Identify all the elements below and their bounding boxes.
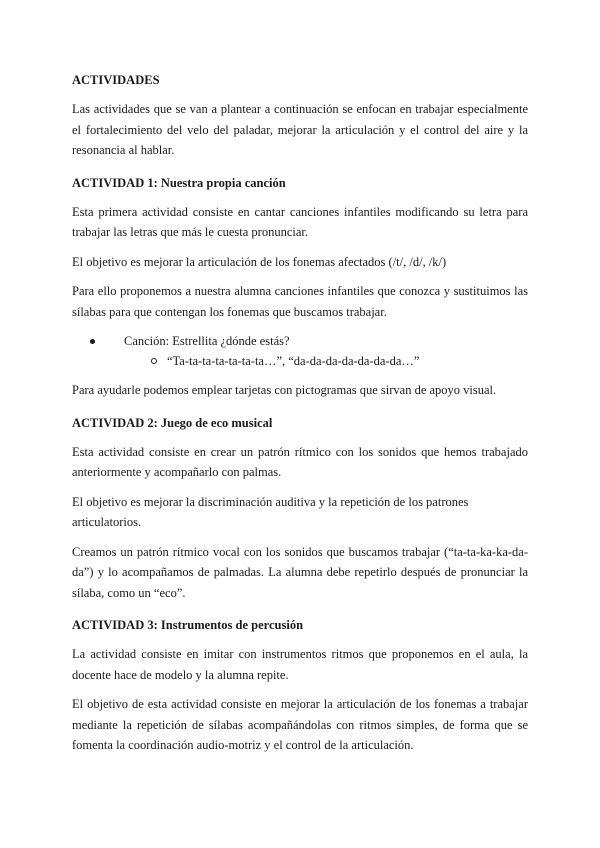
activity1-paragraph-2: El objetivo es mejorar la articulación de los fonemas afectados (/t/, /d/, /k/) (72, 254, 447, 269)
activity2-title: ACTIVIDAD 2: Juego de eco musical (72, 415, 273, 430)
activity2-paragraph-3: Creamos un patrón rítmico vocal con los sonidos que buscamos trabajar (“ta-ta-ka-ka-da-da”) y lo acompañamos de palmadas. La alumna debe repetirlo después de pronunciar la sílaba, como un “eco”. (72, 544, 528, 600)
activity3-paragraph-2: El objetivo de esta actividad consiste en mejorar la articulación de los fonemas a trabajar mediante la repetición de sílabas acompañándolas con ritmos simples, de forma que se fomenta la coordinación audio-motriz y el control de la articulación. (72, 697, 528, 752)
list-item (72, 331, 528, 351)
bullet-dot-icon (90, 339, 95, 344)
syllables-subbullet: “Ta-ta-ta-ta-ta-ta-ta…”, “da-da-da-da-da-da-da…” (167, 354, 420, 368)
activity1-paragraph-4: Para ayudarle podemos emplear tarjetas con pictogramas que sirvan de apoyo visual. (72, 383, 497, 397)
activity2-paragraph-1: Esta actividad consiste en crear un patrón rítmico con los sonidos que hemos trabajado anteriormente y acompañarlo con palmas. (72, 444, 528, 479)
activity1-title: ACTIVIDAD 1: Nuestra propia canción (72, 175, 286, 190)
intro-paragraph: Las actividades que se van a plantear a continuación se enfocan en trabajar especialmente el fortalecimiento del velo del paladar, mejorar la articulación y el control del aire y la resonancia al hablar. (72, 102, 528, 157)
song-list (72, 331, 528, 371)
section-heading: ACTIVIDADES (72, 73, 160, 87)
activity1-paragraph-1: Esta primera actividad consiste en cantar canciones infantiles modificando su letra para trabajar las letras que más le cuesta pronunciar. (72, 204, 528, 239)
activity3-title: ACTIVIDAD 3: Instrumentos de percusión (72, 618, 304, 632)
list-item (72, 351, 528, 371)
bullet-circle-icon (151, 358, 157, 364)
activity1-paragraph-3: Para ello proponemos a nuestra alumna canciones infantiles que conozca y sustituimos las sílabas para que contengan los fonemas que buscamos trabajar. (72, 284, 528, 319)
document-body (72, 70, 528, 756)
song-bullet: Canción: Estrellita ¿dónde estás? (124, 334, 290, 348)
activity2-paragraph-2: El objetivo es mejorar la discriminación auditiva y la repetición de los patrones articulatorios. (72, 494, 469, 529)
activity3-paragraph-1: La actividad consiste en imitar con instrumentos ritmos que proponemos en el aula, la docente hace de modelo y la alumna repite. (72, 647, 528, 682)
